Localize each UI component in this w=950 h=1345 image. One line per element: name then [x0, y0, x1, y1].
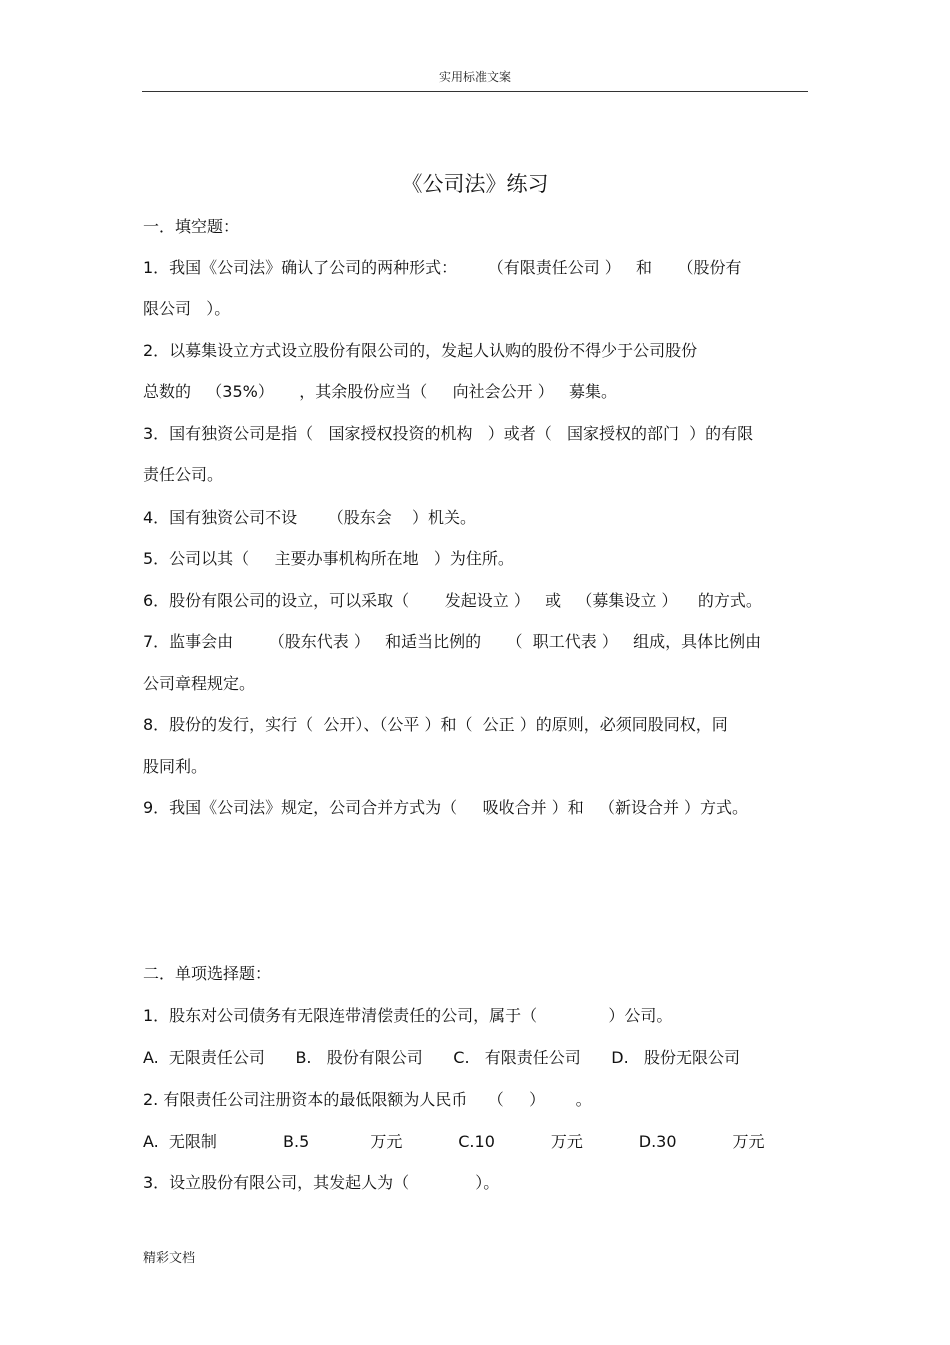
question-line: 5．公司以其（ 主要办事机构所在地 ）为住所。 — [143, 549, 514, 568]
question-line: 2．以募集设立方式设立股份有限公司的，发起人认购的股份不得少于公司股份 — [143, 341, 698, 360]
page-footer: 精彩文档 — [143, 1251, 196, 1266]
question-line: 4．国有独资公司不设 （股东会 ）机关。 — [143, 508, 477, 527]
answer-options-line: A. 无限制 B.5 万元 C.10 万元 D.30 万元 — [143, 1132, 765, 1151]
question-line: 责任公司。 — [143, 465, 224, 484]
section-heading-single-choice: 二．单项选择题： — [143, 964, 272, 983]
question-line: 7．监事会由 （股东代表 ） 和适当比例的 （ 职工代表 ） 组成，具体比例由 — [143, 632, 762, 651]
question-line: 总数的 （35%） ，其余股份应当（ 向社会公开 ） 募集。 — [143, 382, 618, 401]
question-line: 3．设立股份有限公司，其发起人为（ ）。 — [143, 1173, 500, 1192]
question-line: 1．我国《公司法》确认了公司的两种形式： （有限责任公司 ） 和 （股份有 — [143, 258, 742, 277]
header-divider — [142, 91, 808, 92]
question-line: 股同利。 — [143, 757, 208, 776]
question-line: 1．股东对公司债务有无限连带清偿责任的公司，属于（ ）公司。 — [143, 1006, 673, 1025]
question-line: 公司章程规定。 — [143, 674, 256, 693]
question-line: 8．股份的发行，实行（ 公开）、（公平 ）和（ 公正 ）的原则，必须同股同权，同 — [143, 715, 728, 734]
question-line: 2. 有限责任公司注册资本的最低限额为人民币 （ ） 。 — [143, 1090, 592, 1109]
document-title: 《公司法》练习 — [401, 172, 549, 196]
page-header: 实用标准文案 — [438, 70, 511, 84]
question-line: 6．股份有限公司的设立，可以采取（ 发起设立 ） 或 （募集设立 ） 的方式。 — [143, 591, 762, 610]
question-line: 3．国有独资公司是指（ 国家授权投资的机构 ）或者（ 国家授权的部门 ）的有限 — [143, 424, 754, 443]
section-heading-fill-in: 一．填空题： — [143, 217, 240, 236]
answer-options-line: A. 无限责任公司 B. 股份有限公司 C. 有限责任公司 D. 股份无限公司 — [143, 1048, 740, 1067]
question-line: 限公司 ）。 — [143, 299, 231, 318]
question-line: 9．我国《公司法》规定，公司合并方式为（ 吸收合并 ）和 （新设合并 ）方式。 — [143, 798, 749, 817]
